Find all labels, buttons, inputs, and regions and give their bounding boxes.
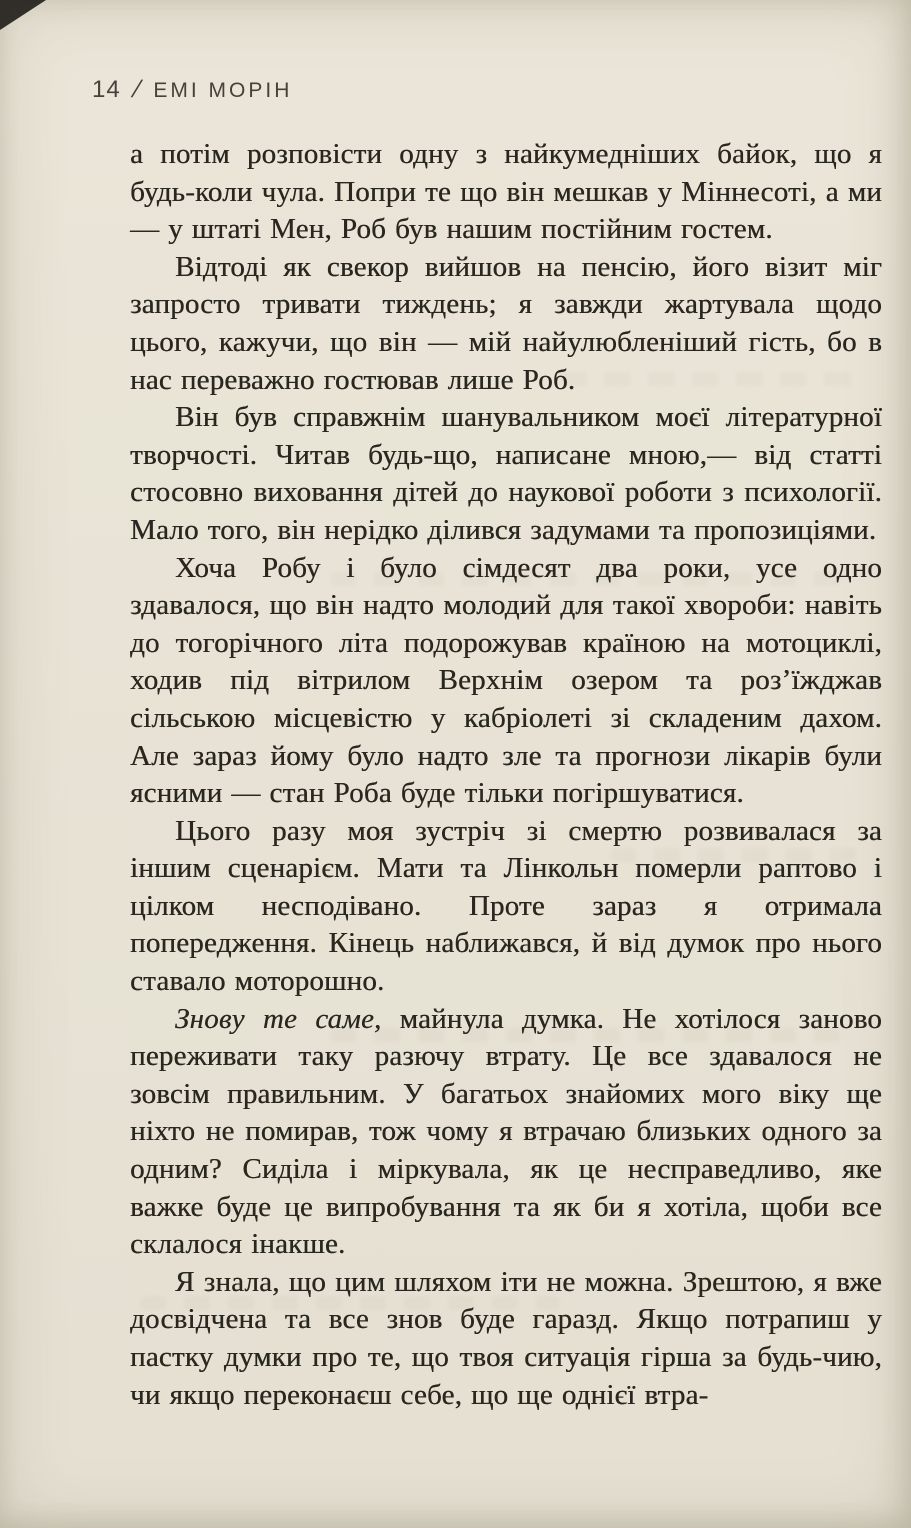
paragraph: Він був справжнім шанувальником моєї літературної творчості. Читав будь-що, написане мною,— від статті стосовно виховання дітей до наукової роботи з психології. Мало того, він нерідко ділився задумами та пропозиціями.: [130, 401, 882, 546]
header-separator: /: [130, 76, 142, 103]
running-header: [92, 76, 292, 104]
paragraph: Цього разу моя зустріч зі смертю розвивалася за іншим сценарієм. Мати та Лінкольн померли раптово і цілком несподівано. Проте зараз я отримала попередження. Кінець наближався, й від думок про нього ставало моторошно.: [130, 814, 882, 998]
paragraph: а потім розповісти одну з найкумедніших байок, що я будь-коли чула. Попри те що він мешкав у Міннесоті, а ми — у штаті Мен, Роб був нашим постійним гостем.: [130, 138, 882, 246]
paragraph: Знову те саме, майнула думка. Не хотілося заново переживати таку разючу втрату. Це все здавалося не зовсім правильним. У багатьох знайомих мого віку ще ніхто не помирав, тож чому я втрачаю близьких одного за одним? Сиділа і міркувала, як це несправедливо, яке важке буде це випробування та як би я хотіла, щоби все склалося інакше.: [130, 1002, 882, 1261]
body-text: [130, 136, 882, 1414]
italic-phrase: Знову те саме,: [175, 1002, 382, 1035]
paragraph: Я знала, що цим шляхом іти не можна. Зрештою, я вже досвідчена та все знов буде гаразд. Якщо потрапиш у пастку думки про те, що твоя ситуація гірша за будь-чию, чи якщо переконаєш себе, що ще однієї втра-: [130, 1265, 882, 1411]
page-number: 14: [92, 76, 121, 103]
running-title: ЕМІ МОРІН: [153, 79, 293, 102]
scan-corner-artifact: [0, 0, 46, 30]
paragraph: Хоча Робу і було сімдесят два роки, усе одно здавалося, що він надто молодий для такої хвороби: навіть до тогорічного літа подорожував країною на мотоциклі, ходив під вітрилом Верхнім озером та роз’їжджав сільською місцевістю у кабріолеті зі складеним дахом. Але зараз йому було надто зле та прогнози лікарів були ясними — стан Роба буде тільки погіршуватися.: [130, 551, 882, 810]
paragraph: Відтоді як свекор вийшов на пенсію, його візит міг запросто тривати тиждень; я завжди жартувала щодо цього, кажучи, що він — мій найулюбленіший гість, бо в нас переважно гостював лише Роб.: [130, 250, 882, 396]
